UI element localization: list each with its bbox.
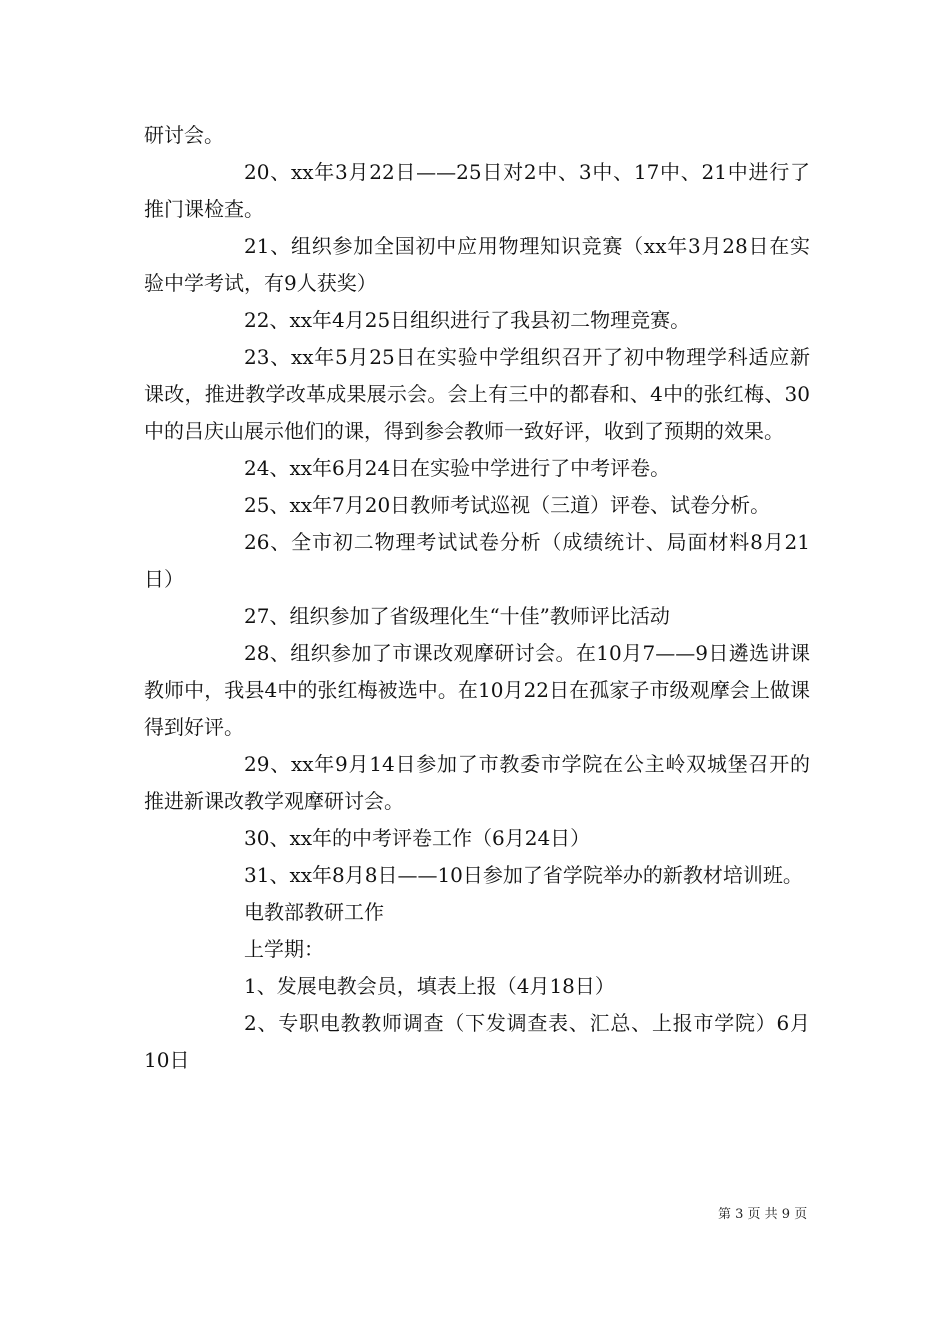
paragraph: 29、xx年9月14日参加了市教委市学院在公主岭双城堡召开的推进新课改教学观摩研讨会。	[144, 752, 810, 813]
paragraph: 2、专职电教教师调查（下发调查表、汇总、上报市学院）6月10日	[144, 1011, 810, 1072]
paragraph: 25、xx年7月20日教师考试巡视（三道）评卷、试卷分析。	[244, 493, 771, 517]
paragraph: 20、xx年3月22日——25日对2中、3中、17中、21中进行了推门课检查。	[144, 160, 810, 221]
paragraph: 1、发展电教会员，填表上报（4月18日）	[244, 974, 615, 998]
document-body	[144, 117, 810, 1079]
paragraph: 26、全市初二物理考试试卷分析（成绩统计、局面材料8月21日）	[144, 530, 810, 591]
paragraph: 22、xx年4月25日组织进行了我县初二物理竞赛。	[244, 308, 691, 332]
subsection-heading: 上学期：	[244, 937, 324, 961]
section-heading: 电教部教研工作	[244, 900, 384, 924]
paragraph: 27、组织参加了省级理化生“十佳”教师评比活动	[244, 604, 670, 628]
paragraph: 23、xx年5月25日在实验中学组织召开了初中物理学科适应新课改，推进教学改革成果展示会。会上有三中的都春和、4中的张红梅、30中的吕庆山展示他们的课，得到参会教师一致好评，收到了预期的效果。	[144, 345, 810, 443]
paragraph: 21、组织参加全国初中应用物理知识竞赛（xx年3月28日在实验中学考试，有9人获奖）	[144, 234, 810, 295]
page-number-footer: 第 3 页 共 9 页	[718, 1207, 808, 1222]
paragraph: 30、xx年的中考评卷工作（6月24日）	[244, 826, 591, 850]
paragraph: 研讨会。	[144, 123, 224, 147]
paragraph: 24、xx年6月24日在实验中学进行了中考评卷。	[244, 456, 671, 480]
paragraph: 28、组织参加了市课改观摩研讨会。在10月7——9日遴选讲课教师中，我县4中的张红梅被选中。在10月22日在孤家子市级观摩会上做课得到好评。	[144, 641, 810, 739]
paragraph: 31、xx年8月8日——10日参加了省学院举办的新教材培训班。	[244, 863, 803, 887]
